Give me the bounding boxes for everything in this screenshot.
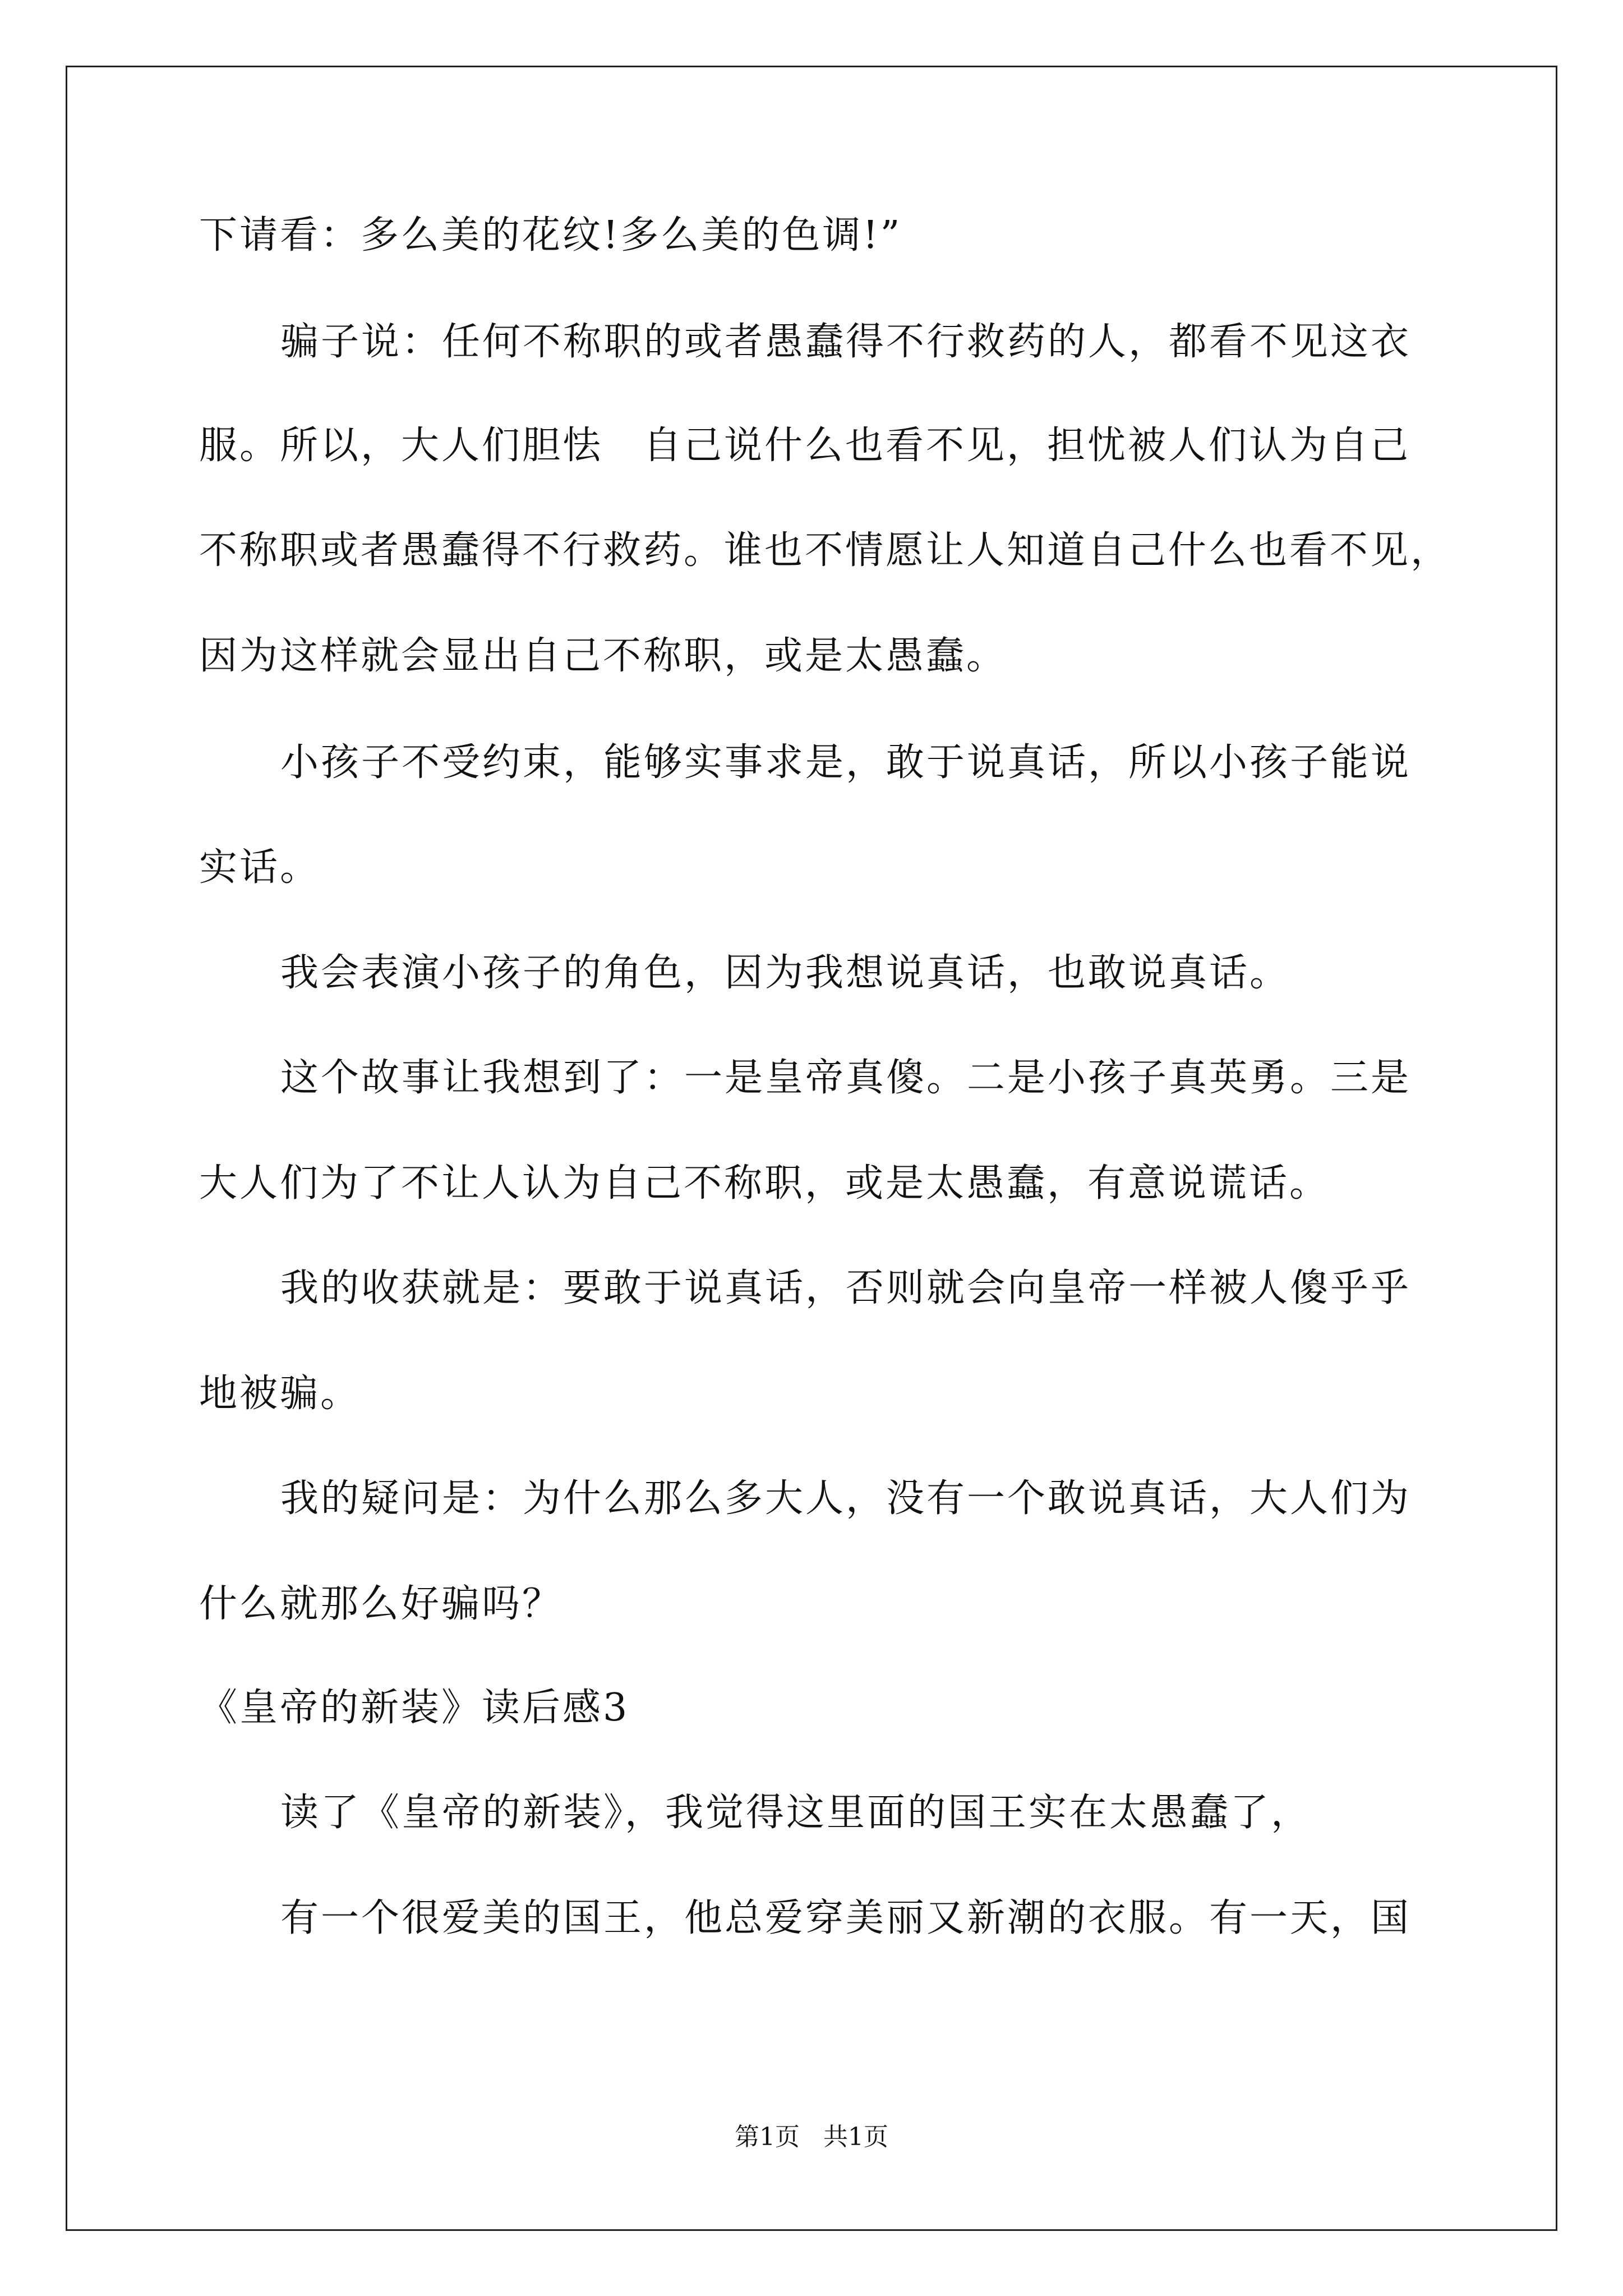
text-line: 实话。 [199, 845, 321, 890]
paragraph-start: 小孩子不受约束，能够实事求是，敢于说真话，所以小孩子能说 [280, 740, 1412, 785]
paragraph-start: 我的疑问是：为什么那么多大人，没有一个敢说真话，大人们为 [280, 1476, 1412, 1521]
page-number: 第1页 [735, 2123, 800, 2151]
text-line: 不称职或者愚蠢得不行救药。谁也不情愿让人知道自己什么也看不见， [199, 528, 1451, 573]
total-pages: 共1页 [823, 2123, 888, 2151]
text-line: 地被骗。 [199, 1372, 361, 1416]
section-heading: 《皇帝的新装》读后感3 [199, 1686, 630, 1730]
paragraph-start: 我的收获就是：要敢于说真话，否则就会向皇帝一样被人傻乎乎 [280, 1266, 1412, 1310]
paragraph-start: 骗子说：任何不称职的或者愚蠢得不行救药的人，都看不见这衣 [280, 320, 1412, 364]
paragraph-start: 这个故事让我想到了：一是皇帝真傻。二是小孩子真英勇。三是 [280, 1056, 1412, 1100]
text-line: 因为这样就会显出自己不称职，或是太愚蠢。 [199, 634, 1007, 678]
page-footer [0, 2120, 1623, 2154]
paragraph-start: 有一个很爱美的国王，他总爱穿美丽又新潮的衣服。有一天，国 [280, 1896, 1412, 1940]
paragraph-start: 我会表演小孩子的角色，因为我想说真话，也敢说真话。 [280, 951, 1290, 995]
text-line: 下请看：多么美的花纹!多么美的色调!” [199, 213, 902, 257]
text-line: 什么就那么好骗吗？ [199, 1582, 563, 1626]
paragraph-start: 读了《皇帝的新装》，我觉得这里面的国王实在太愚蠢了， [280, 1791, 1312, 1835]
text-line: 服。所以，大人们胆怯 自己说什么也看不见，担忧被人们认为自己 [199, 424, 1411, 468]
text-line: 大人们为了不让人认为自己不称职，或是太愚蠢，有意说谎话。 [199, 1161, 1330, 1205]
